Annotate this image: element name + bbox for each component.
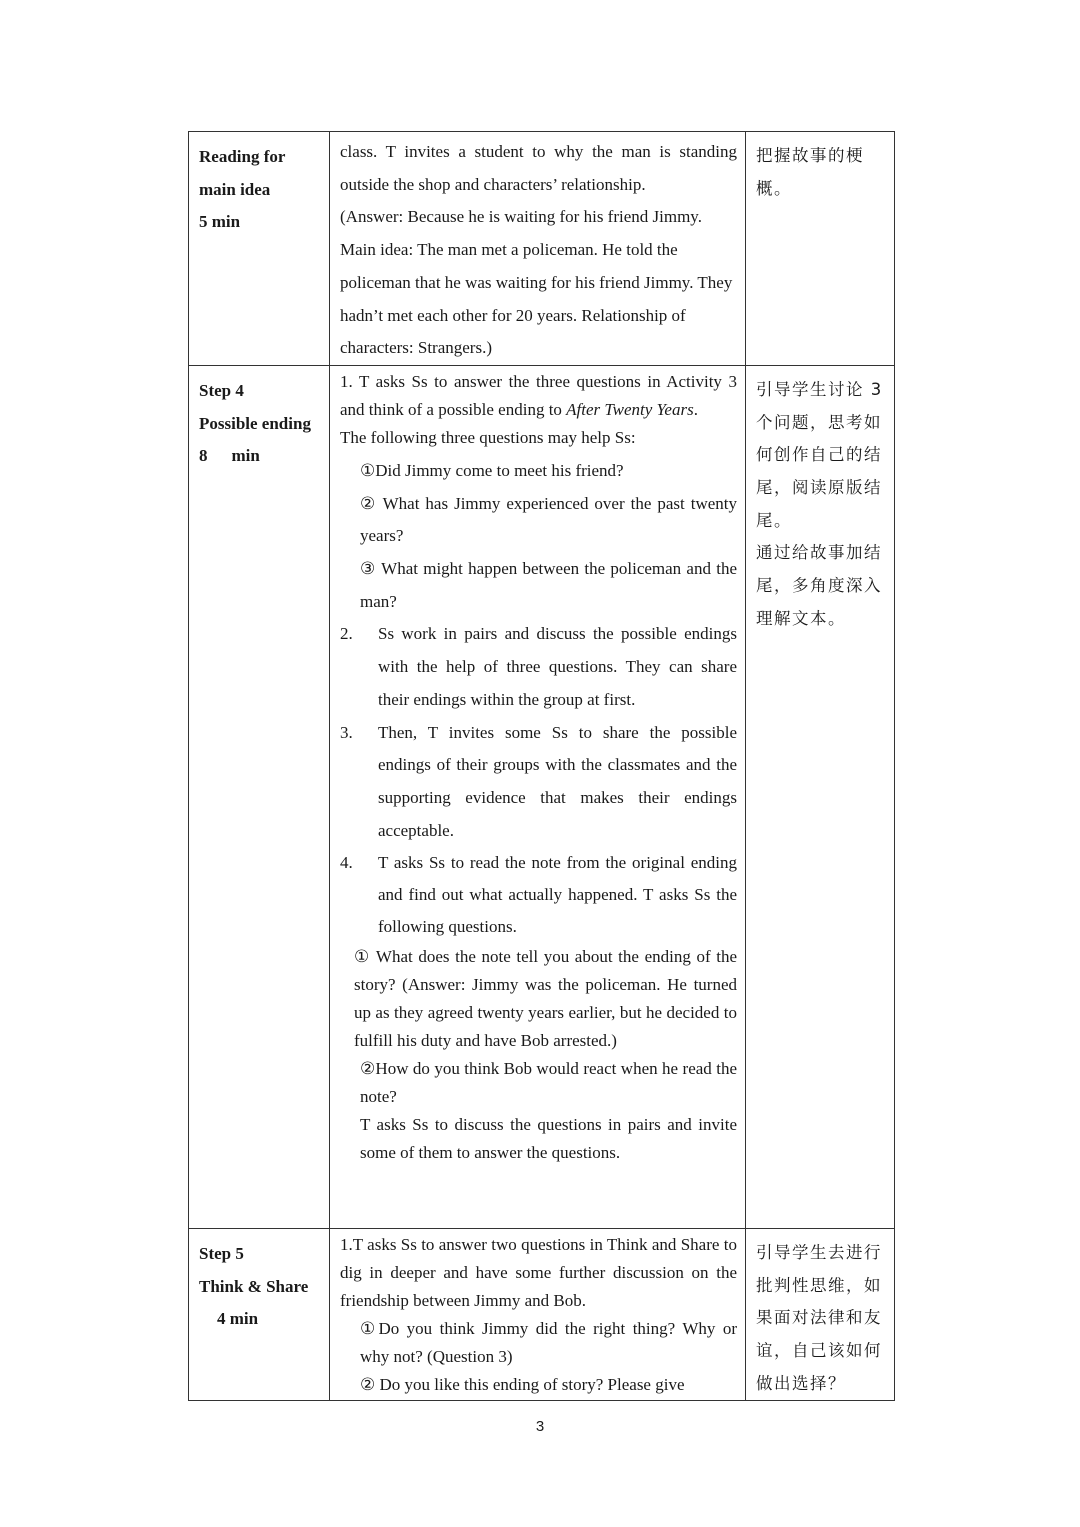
activity-help-text: The following three questions may help Ss: (340, 427, 636, 447)
purpose-cell (746, 132, 895, 366)
table-row (189, 365, 895, 1228)
purpose-note: 引导学生讨论 3 个问题，思考如何创作自己的结尾，阅读原版结尾。 (756, 379, 883, 530)
discussion-question: ①Do you think Jimmy did the right thing? Why or why not? (Question 3) (360, 1318, 737, 1366)
guiding-question: ①Did Jimmy come to meet his friend? (360, 460, 624, 480)
step-label-line: Step 5 (199, 1243, 244, 1263)
guiding-question: ② What has Jimmy experienced over the past twenty years? (360, 493, 737, 546)
step-label-line: Step 4 (199, 380, 244, 400)
step-label-line: main idea (199, 179, 271, 199)
purpose-note: 引导学生去进行批判性思维，如果面对法律和友谊，自己该如何做出选择？ (756, 1242, 882, 1393)
activity-closing: T asks Ss to discuss the questions in pairs and invite some of them to answer the questions. (360, 1115, 737, 1163)
activity-cell (330, 132, 746, 366)
discussion-question: ② Do you like this ending of story? Please give (360, 1374, 685, 1394)
activity-answer: (Answer: Because he is waiting for his friend Jimmy. Main idea: The man met a policeman. He told the policeman that he was waiting for his friend Jimmy. They hadn’t met each other for 20 years. Relationship of characters: Strangers.) (340, 207, 733, 358)
numbered-item: 4. T asks Ss to read the note from the original ending and find out what actually happened. T asks Ss the following questions. (340, 853, 737, 937)
activity-text: class. T invites a student to why the man is standing outside the shop and characters’ relationship. (340, 142, 737, 194)
note-question: ① What does the note tell you about the ending of the story? (Answer: Jimmy was the policeman. He turned up as they agreed twenty years earlier, but he decided to fulfill his duty and have Bob arrested.) (354, 947, 737, 1051)
purpose-cell (746, 365, 895, 1228)
step-duration: 4 min (217, 1309, 259, 1329)
step-label-line: Reading for (199, 147, 286, 166)
step-label-cell (189, 132, 330, 366)
purpose-cell (746, 1228, 895, 1401)
step-duration: 8 min (199, 446, 260, 466)
purpose-note: 通过给故事加结尾，多角度深入理解文本。 (756, 543, 882, 628)
story-title: After Twenty Years (566, 399, 694, 419)
step-duration: 5 min (199, 212, 241, 232)
step-label-line: Think & Share (199, 1276, 309, 1296)
table-row (189, 132, 895, 366)
step-label-line: Possible ending (199, 413, 311, 433)
activity-text: 1.T asks Ss to answer two questions in Think and Share to dig in deeper and have some further discussion on the friendship between Jimmy and Bob. (340, 1234, 737, 1310)
page-number: 3 (535, 1418, 545, 1435)
activity-item-1: 1. T asks Ss to answer the three questions in Activity 3 and think of a possible ending to After Twenty Years. (340, 371, 737, 419)
activity-cell (330, 365, 746, 1228)
step-label-cell (189, 1228, 330, 1401)
purpose-note: 把握故事的梗概。 (756, 146, 864, 198)
activity-cell (330, 1228, 746, 1401)
numbered-item: 2. Ss work in pairs and discuss the possible endings with the help of three questions. They can share their endings within the group at first. (340, 624, 737, 709)
lesson-plan-table (188, 131, 895, 1401)
guiding-question: ③ What might happen between the policeman and the man? (360, 559, 737, 611)
table-row (189, 1228, 895, 1401)
numbered-item: 3. Then, T invites some Ss to share the possible endings of their groups with the classmates and the supporting evidence that makes their endings acceptable. (340, 722, 737, 840)
step-label-cell (189, 365, 330, 1228)
note-question: ②How do you think Bob would react when he read the note? (360, 1059, 737, 1107)
